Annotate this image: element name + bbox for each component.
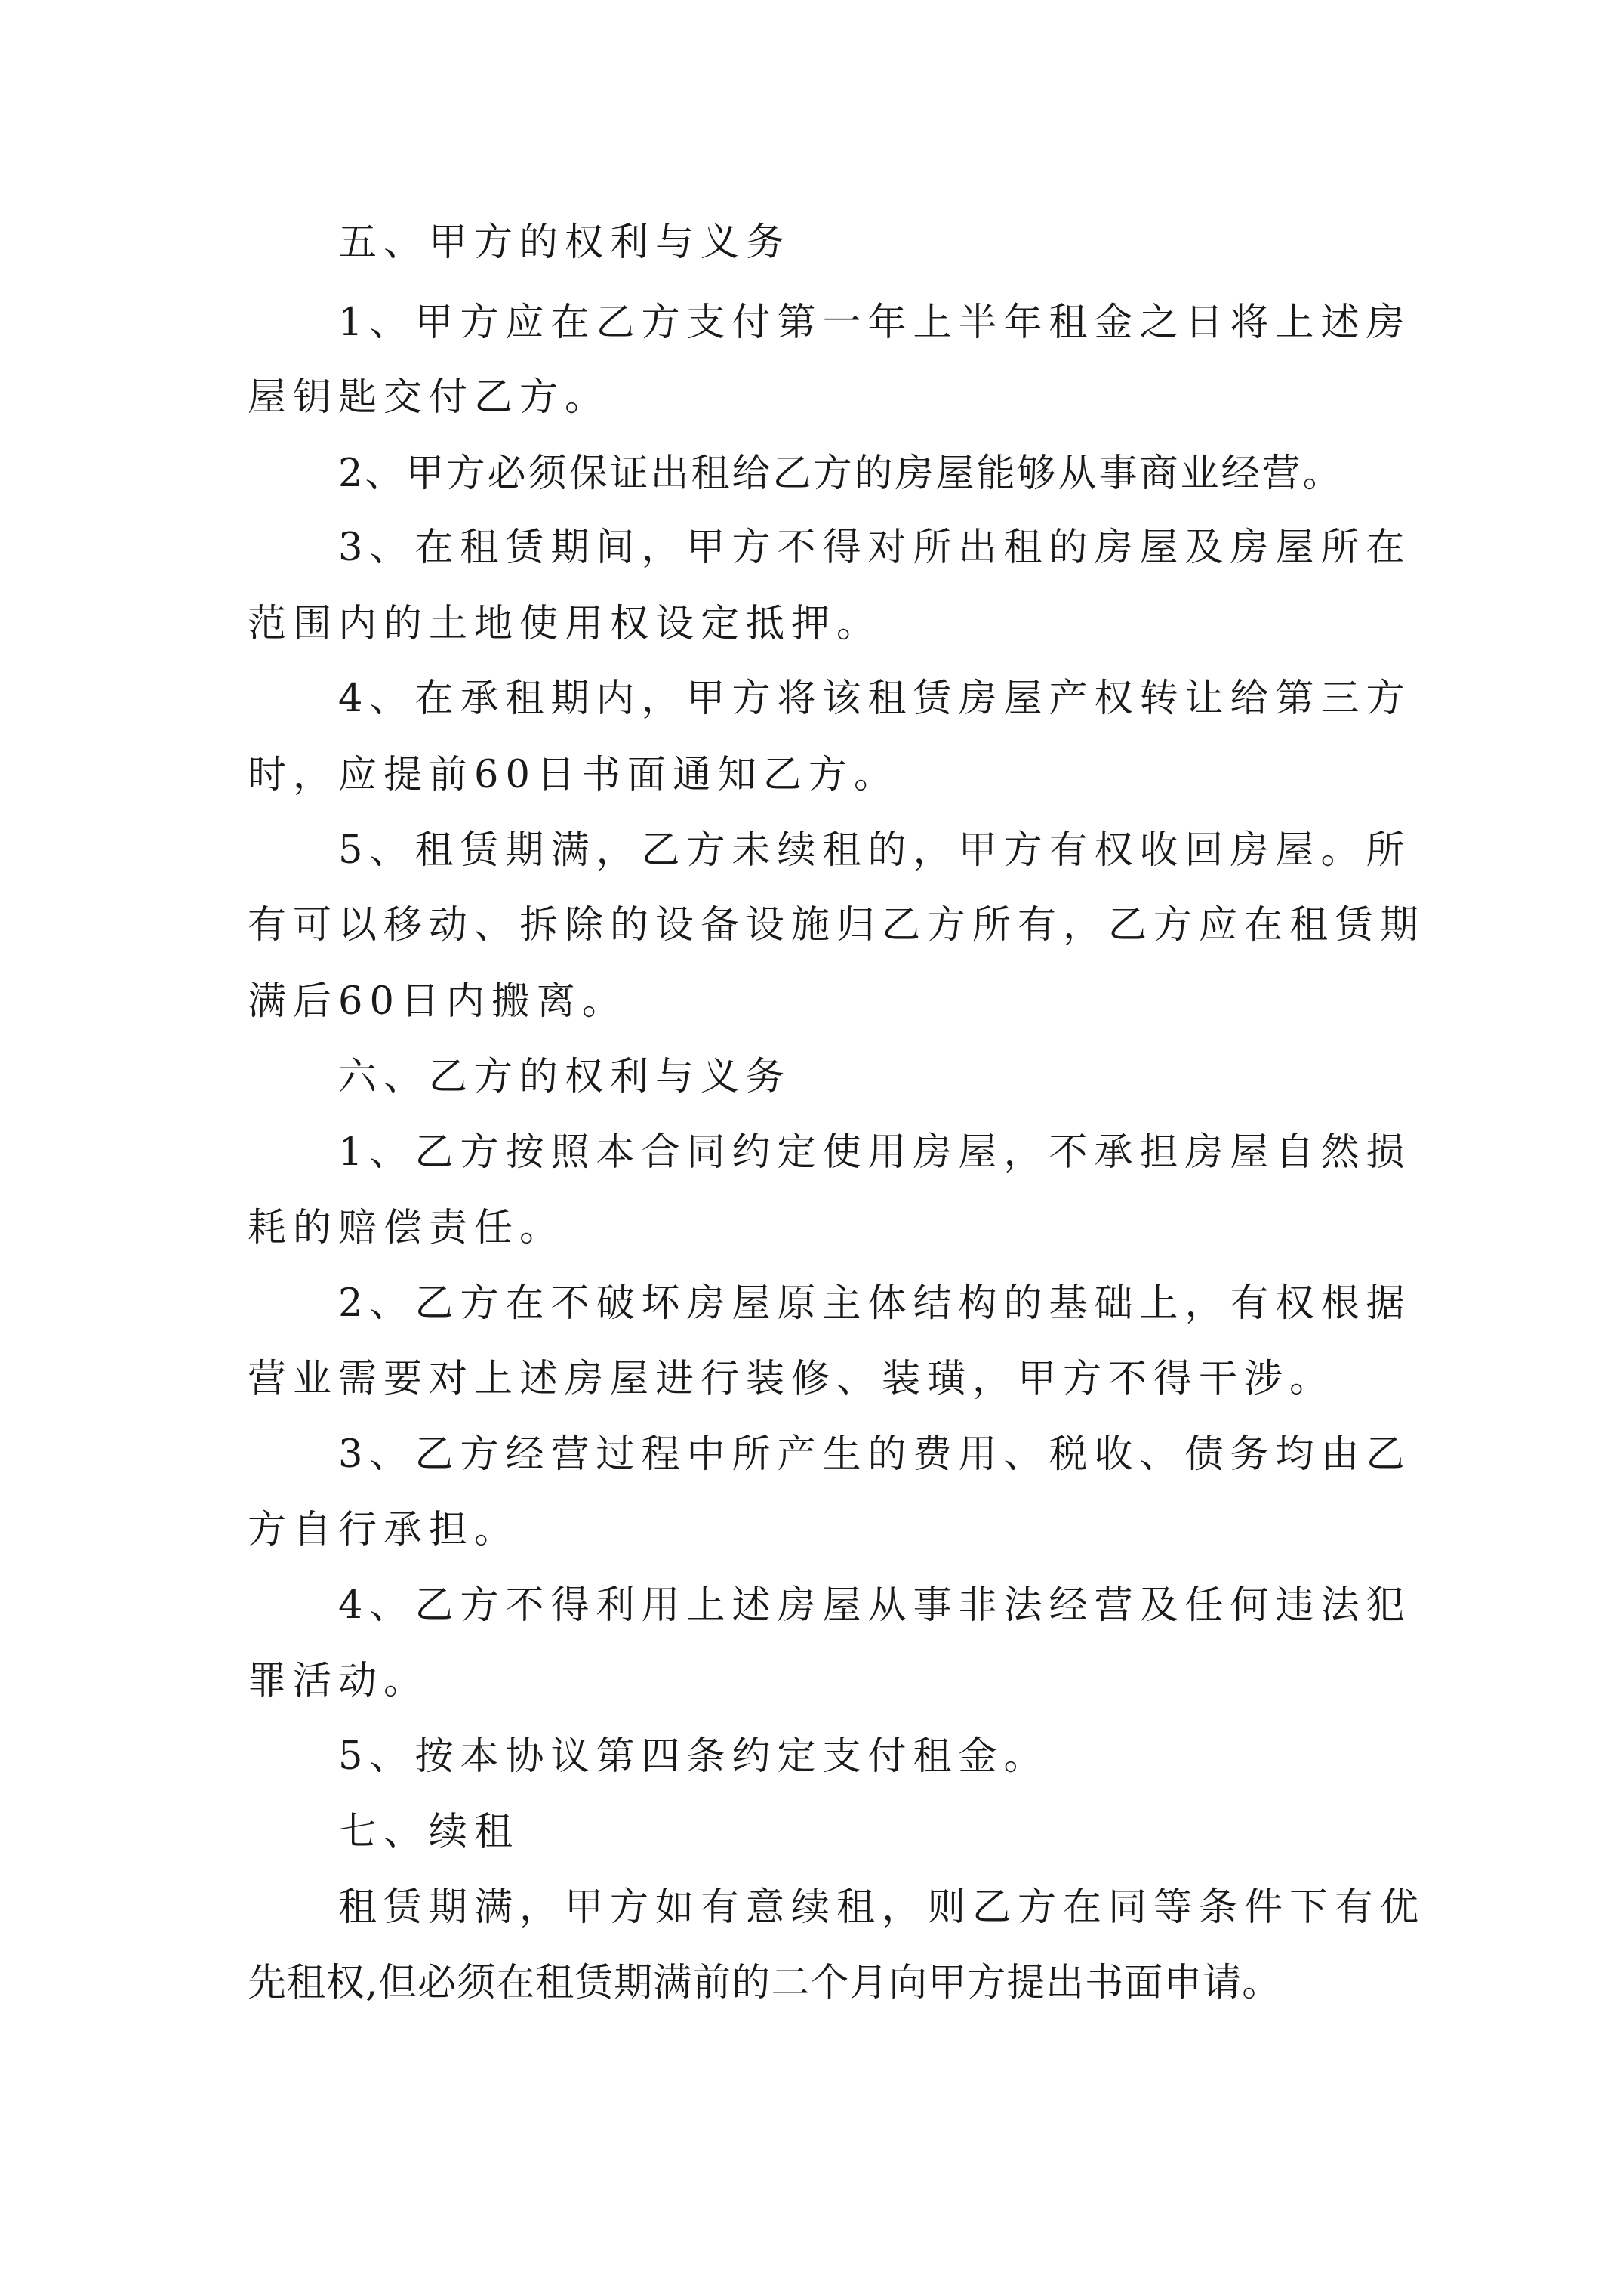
paragraph-line: 租赁期满，甲方如有意续租，则乙方在同等条件下有优 (338, 1885, 1426, 1930)
paragraph-line: 5、租赁期满，乙方未续租的，甲方有权收回房屋。所 (338, 828, 1412, 873)
section-heading-party-b: 六、乙方的权利与义务 (338, 1055, 792, 1099)
paragraph-line: 先租权,但必须在租赁期满前的二个月向甲方提出书面申请。 (248, 1961, 1282, 2005)
section-heading-party-a: 五、甲方的权利与义务 (338, 220, 792, 265)
paragraph-line: 2、甲方必须保证出租给乙方的房屋能够从事商业经营。 (338, 451, 1344, 496)
paragraph-line: 5、按本协议第四条约定支付租金。 (338, 1734, 1049, 1779)
paragraph-line: 范围内的土地使用权设定抵押。 (248, 602, 882, 646)
paragraph-line: 屋钥匙交付乙方。 (248, 375, 611, 420)
paragraph-line: 有可以移动、拆除的设备设施归乙方所有，乙方应在租赁期 (248, 903, 1426, 948)
paragraph-line: 4、在承租期内，甲方将该租赁房屋产权转让给第三方 (338, 676, 1412, 721)
paragraph-line: 2、乙方在不破坏房屋原主体结构的基础上，有权根据 (338, 1281, 1412, 1326)
paragraph-line: 3、在租赁期间，甲方不得对所出租的房屋及房屋所在 (338, 525, 1412, 570)
paragraph-line: 营业需要对上述房屋进行装修、装璜，甲方不得干涉。 (248, 1357, 1335, 1401)
paragraph-line: 满后60日内搬离。 (248, 979, 627, 1024)
paragraph-line: 1、甲方应在乙方支付第一年上半年租金之日将上述房 (338, 300, 1412, 345)
paragraph-line: 4、乙方不得利用上述房屋从事非法经营及任何违法犯 (338, 1583, 1412, 1628)
paragraph-line: 时，应提前60日书面通知乙方。 (248, 753, 899, 797)
paragraph-line: 方自行承担。 (248, 1508, 520, 1552)
section-heading-renewal: 七、续租 (338, 1810, 520, 1854)
paragraph-line: 1、乙方按照本合同约定使用房屋，不承担房屋自然损 (338, 1130, 1412, 1175)
paragraph-line: 耗的赔偿责任。 (248, 1206, 565, 1250)
paragraph-line: 3、乙方经营过程中所产生的费用、税收、债务均由乙 (338, 1432, 1412, 1477)
paragraph-line: 罪活动。 (248, 1659, 430, 1703)
